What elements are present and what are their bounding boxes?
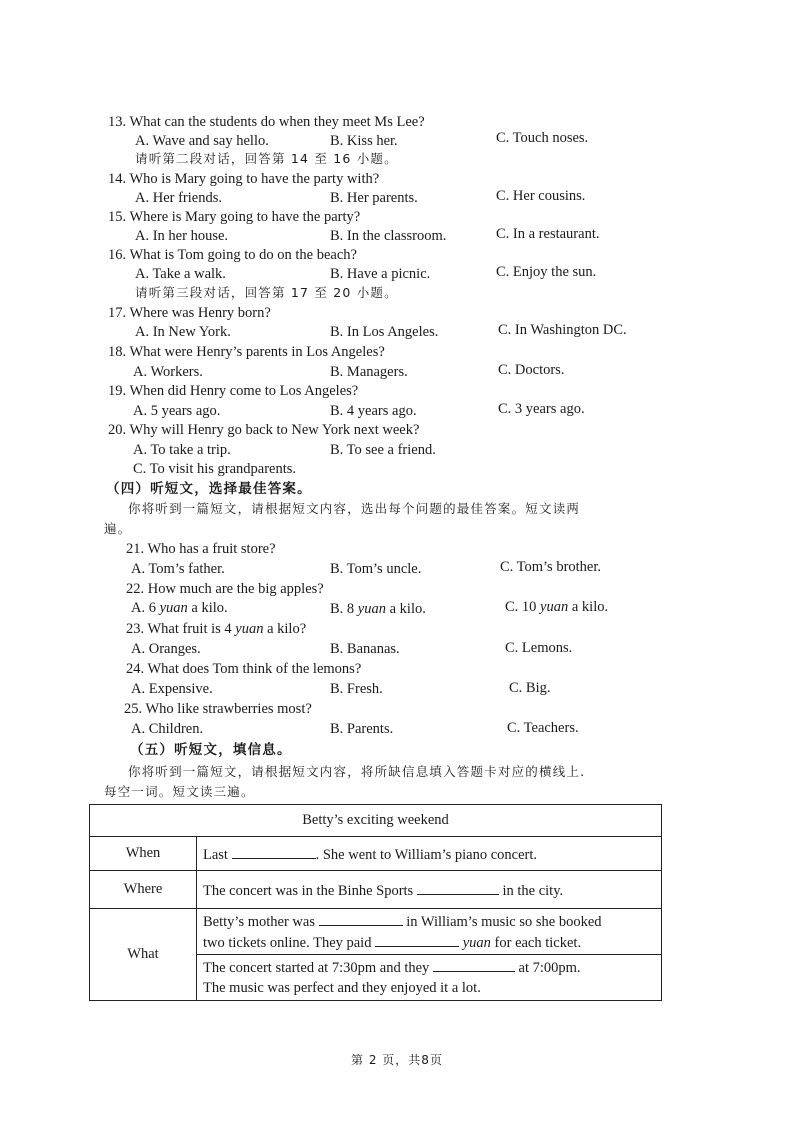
info-table bbox=[89, 804, 662, 1001]
q18-option-c: C. Doctors. bbox=[498, 362, 565, 378]
q24-option-b: B. Fresh. bbox=[330, 681, 383, 697]
question-16: 16. What is Tom going to do on the beach? bbox=[108, 247, 357, 263]
q20-option-b: B. To see a friend. bbox=[330, 442, 436, 458]
q22-a-unit: yuan bbox=[159, 600, 188, 616]
q16-option-b: B. Have a picnic. bbox=[330, 266, 431, 282]
where-text-post: in the city. bbox=[502, 882, 564, 899]
when-cell bbox=[197, 837, 662, 871]
q19-option-c: C. 3 years ago. bbox=[498, 401, 585, 417]
q25-option-a: A. Children. bbox=[131, 721, 204, 737]
q25-option-c: C. Teachers. bbox=[507, 720, 579, 736]
question-15: 15. Where is Mary going to have the party? bbox=[108, 209, 361, 225]
when-label: When bbox=[90, 837, 197, 871]
question-24: 24. What does Tom think of the lemons? bbox=[126, 661, 362, 677]
what-cell-2 bbox=[197, 955, 662, 1001]
q15-option-a: A. In her house. bbox=[135, 228, 229, 244]
when-blank[interactable] bbox=[232, 844, 316, 859]
q24-option-c: C. Big. bbox=[509, 680, 551, 696]
q21-option-a: A. Tom’s father. bbox=[131, 561, 225, 577]
q18-option-a: A. Workers. bbox=[133, 364, 203, 380]
what1-blank-2[interactable] bbox=[375, 932, 459, 947]
what-label: What bbox=[90, 909, 197, 1001]
q18-option-b: B. Managers. bbox=[330, 364, 408, 380]
question-17: 17. Where was Henry born? bbox=[108, 305, 271, 321]
question-14: 14. Who is Mary going to have the party with? bbox=[108, 171, 380, 187]
q14-option-a: A. Her friends. bbox=[135, 190, 222, 206]
q21-option-b: B. Tom’s uncle. bbox=[330, 561, 422, 577]
q23-text-post: a kilo? bbox=[263, 621, 307, 637]
when-text-post: . She went to William’s piano concert. bbox=[315, 846, 538, 863]
where-cell bbox=[197, 871, 662, 909]
q17-option-a: A. In New York. bbox=[135, 324, 231, 340]
question-18: 18. What were Henry’s parents in Los Angeles? bbox=[108, 344, 385, 360]
section-4-instruction-line-2: 遍。 bbox=[104, 521, 132, 536]
q15-option-b: B. In the classroom. bbox=[330, 228, 447, 244]
question-25: 25. Who like strawberries most? bbox=[124, 701, 312, 717]
question-13: 13. What can the students do when they meet Ms Lee? bbox=[108, 114, 425, 130]
q22-b-per: a kilo. bbox=[385, 601, 426, 617]
q23-option-a: A. Oranges. bbox=[131, 641, 201, 657]
q19-option-b: B. 4 years ago. bbox=[330, 403, 417, 419]
instruction-dialogue-3: 请听第三段对话，回答第 17 至 20 小题。 bbox=[135, 285, 398, 300]
q22-c-per: a kilo. bbox=[568, 599, 609, 615]
when-text-pre: Last bbox=[203, 846, 228, 863]
q16-option-a: A. Take a walk. bbox=[135, 266, 226, 282]
q23-unit: yuan bbox=[235, 621, 264, 637]
what2-text-post: at 7:00pm. bbox=[518, 960, 581, 976]
question-21: 21. Who has a fruit store? bbox=[126, 541, 276, 557]
q15-option-c: C. In a restaurant. bbox=[496, 226, 600, 242]
q23-option-c: C. Lemons. bbox=[505, 640, 573, 656]
what1-unit: yuan bbox=[462, 934, 491, 951]
question-20: 20. Why will Henry go back to New York next week? bbox=[108, 422, 420, 438]
q24-option-a: A. Expensive. bbox=[131, 681, 213, 697]
q23-text-pre: 23. What fruit is 4 bbox=[126, 621, 236, 637]
q20-option-a: A. To take a trip. bbox=[133, 442, 231, 458]
question-22: 22. How much are the big apples? bbox=[126, 581, 324, 597]
what2-blank[interactable] bbox=[433, 957, 515, 972]
q22-b-unit: yuan bbox=[357, 601, 386, 617]
q22-option-c bbox=[505, 598, 608, 616]
question-23 bbox=[126, 620, 306, 638]
q22-option-a bbox=[131, 599, 228, 617]
q22-b-price: B. 8 bbox=[330, 601, 358, 617]
q16-option-c: C. Enjoy the sun. bbox=[496, 264, 597, 280]
q22-option-b bbox=[330, 600, 426, 618]
what1-text-post: in William’s music so she booked bbox=[406, 913, 602, 930]
q22-a-price: A. 6 bbox=[131, 600, 160, 616]
what1-line2-post: for each ticket. bbox=[490, 934, 582, 951]
section-5-heading: （五）听短文，填信息。 bbox=[130, 742, 292, 758]
what2-text-pre: The concert started at 7:30pm and they bbox=[203, 960, 430, 976]
section-5-instruction-line-1: 你将听到一篇短文，请根据短文内容，将所缺信息填入答题卡对应的横线上. bbox=[128, 764, 586, 779]
q22-c-price: C. 10 bbox=[505, 599, 541, 615]
q20-option-c: C. To visit his grandparents. bbox=[133, 461, 297, 477]
q21-option-c: C. Tom’s brother. bbox=[500, 559, 602, 575]
page-footer: 第 2 页，共8页 bbox=[351, 1053, 443, 1067]
what-cell-1 bbox=[197, 909, 662, 955]
q25-option-b: B. Parents. bbox=[330, 721, 394, 737]
instruction-dialogue-2: 请听第二段对话，回答第 14 至 16 小题。 bbox=[135, 151, 398, 166]
q13-option-c: C. Touch noses. bbox=[496, 130, 589, 146]
table-title: Betty’s exciting weekend bbox=[90, 805, 662, 837]
where-text-pre: The concert was in the Binhe Sports bbox=[203, 882, 414, 899]
q13-option-b: B. Kiss her. bbox=[330, 133, 398, 149]
what1-line2-pre: two tickets online. They paid bbox=[203, 934, 372, 951]
where-label: Where bbox=[90, 871, 197, 909]
question-19: 19. When did Henry come to Los Angeles? bbox=[108, 383, 359, 399]
q23-option-b: B. Bananas. bbox=[330, 641, 400, 657]
q17-option-c: C. In Washington DC. bbox=[498, 322, 627, 338]
what2-line2: The music was perfect and they enjoyed it a lot. bbox=[203, 980, 481, 996]
section-4-heading: （四）听短文，选择最佳答案。 bbox=[106, 481, 312, 497]
q14-option-b: B. Her parents. bbox=[330, 190, 418, 206]
section-5-instruction-line-2: 每空一词。短文读三遍。 bbox=[104, 784, 255, 799]
q22-a-per: a kilo. bbox=[187, 600, 228, 616]
q17-option-b: B. In Los Angeles. bbox=[330, 324, 439, 340]
section-4-instruction-line-1: 你将听到一篇短文，请根据短文内容，选出每个问题的最佳答案。短文读两 bbox=[128, 501, 581, 516]
q13-option-a: A. Wave and say hello. bbox=[135, 133, 269, 149]
q19-option-a: A. 5 years ago. bbox=[133, 403, 221, 419]
where-blank[interactable] bbox=[417, 880, 499, 895]
q22-c-unit: yuan bbox=[540, 599, 569, 615]
what1-text-pre: Betty’s mother was bbox=[203, 913, 315, 930]
what1-blank-1[interactable] bbox=[319, 911, 403, 926]
q14-option-c: C. Her cousins. bbox=[496, 188, 586, 204]
